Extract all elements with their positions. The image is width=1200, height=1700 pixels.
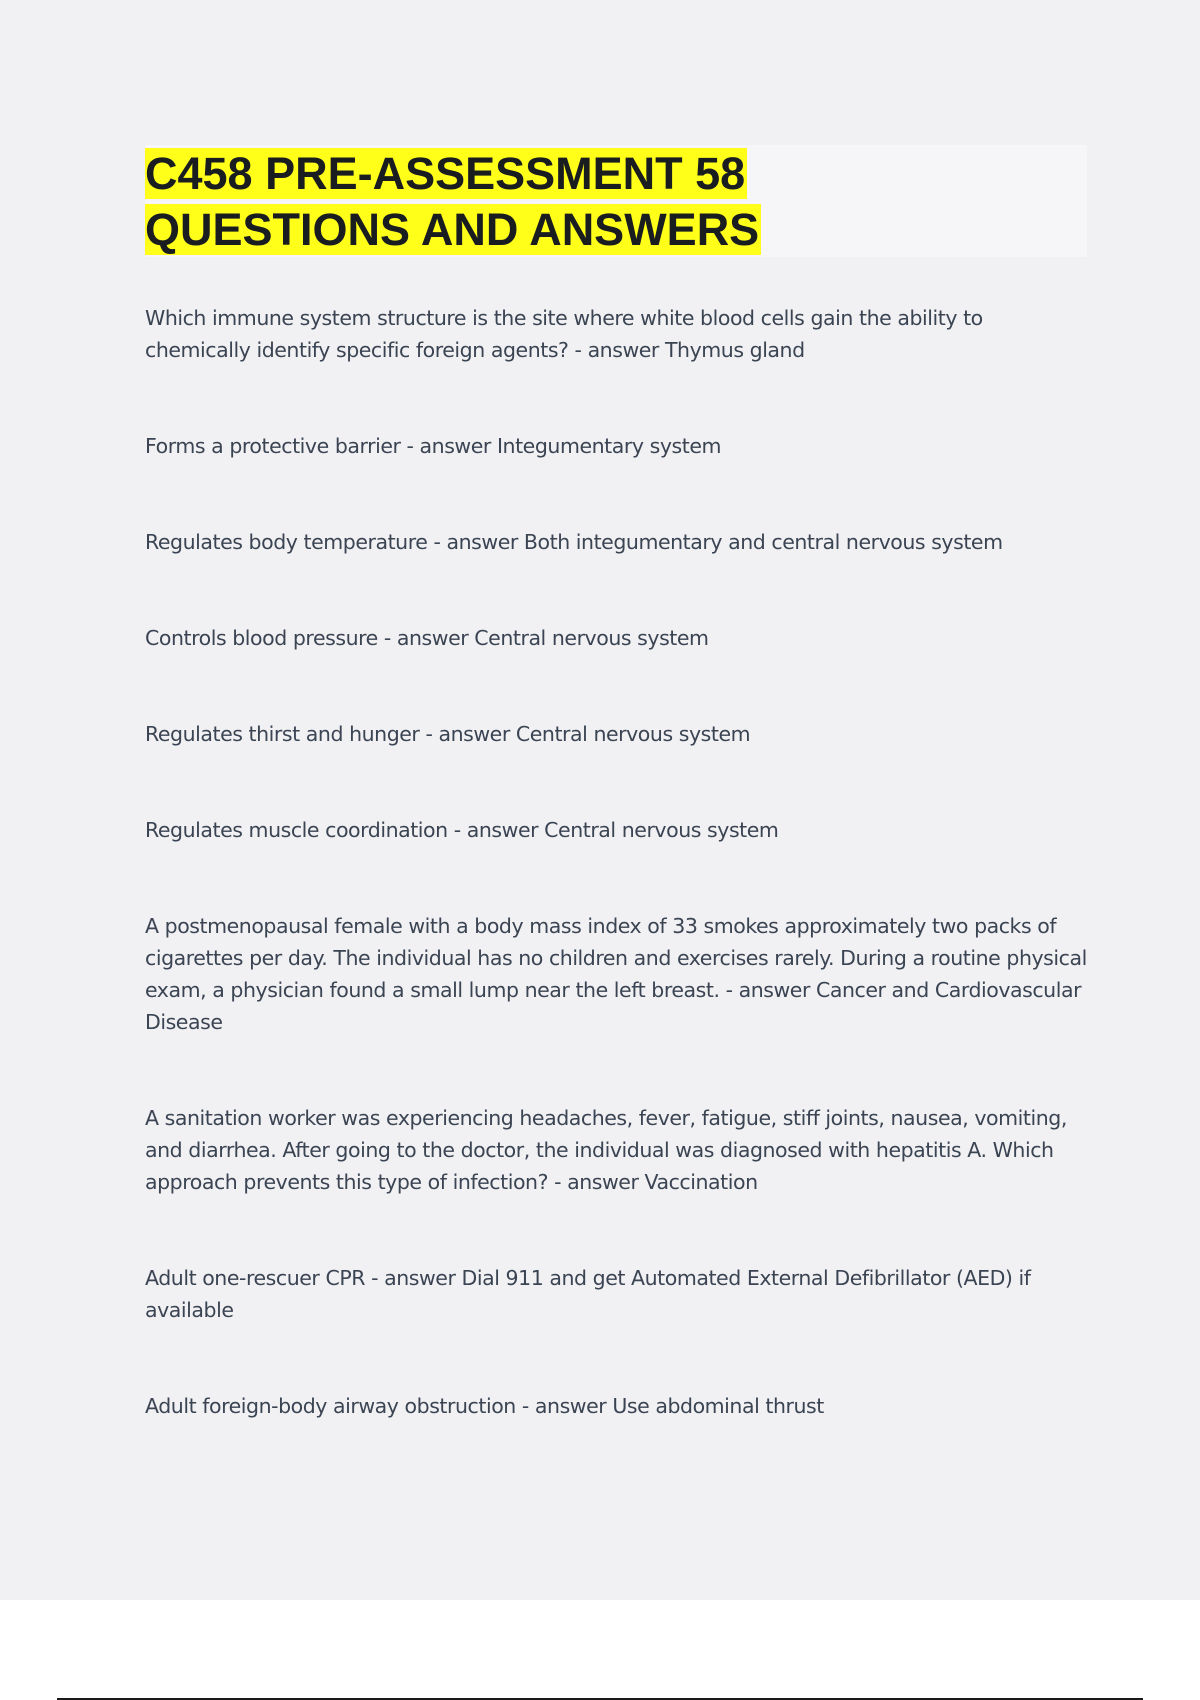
document-title <box>145 146 761 258</box>
qa-item: Adult one-rescuer CPR - answer Dial 911 and get Automated External Defibrillator (AED) if available <box>145 1266 1031 1322</box>
qa-item: Adult foreign-body airway obstruction - answer Use abdominal thrust <box>145 1394 824 1418</box>
qa-list <box>145 302 1090 1486</box>
qa-item: Regulates muscle coordination - answer Central nervous system <box>145 818 779 842</box>
title-line-1: C458 PRE-ASSESSMENT 58 <box>145 148 746 199</box>
qa-item: Regulates body temperature - answer Both integumentary and central nervous system <box>145 530 1003 554</box>
title-line-2: QUESTIONS AND ANSWERS <box>145 204 760 255</box>
qa-item: A postmenopausal female with a body mass index of 33 smokes approximately two packs of cigarettes per day. The individual has no children and exercises rarely. During a routine physical exam, a physician found a small lump near the left breast. - answer Cancer and Cardiovascular Disease <box>145 914 1087 1034</box>
qa-item: Forms a protective barrier - answer Integumentary system <box>145 434 722 458</box>
qa-item: Controls blood pressure - answer Central nervous system <box>145 626 709 650</box>
qa-item: Regulates thirst and hunger - answer Central nervous system <box>145 722 751 746</box>
qa-item: A sanitation worker was experiencing headaches, fever, fatigue, stiff joints, nausea, vomiting, and diarrhea. After going to the doctor, the individual was diagnosed with hepatitis A. Which approach prevents this type of infection? - answer Vaccination <box>145 1106 1067 1194</box>
qa-item: Which immune system structure is the site where white blood cells gain the ability to chemically identify specific foreign agents? - answer Thymus gland <box>145 306 983 362</box>
